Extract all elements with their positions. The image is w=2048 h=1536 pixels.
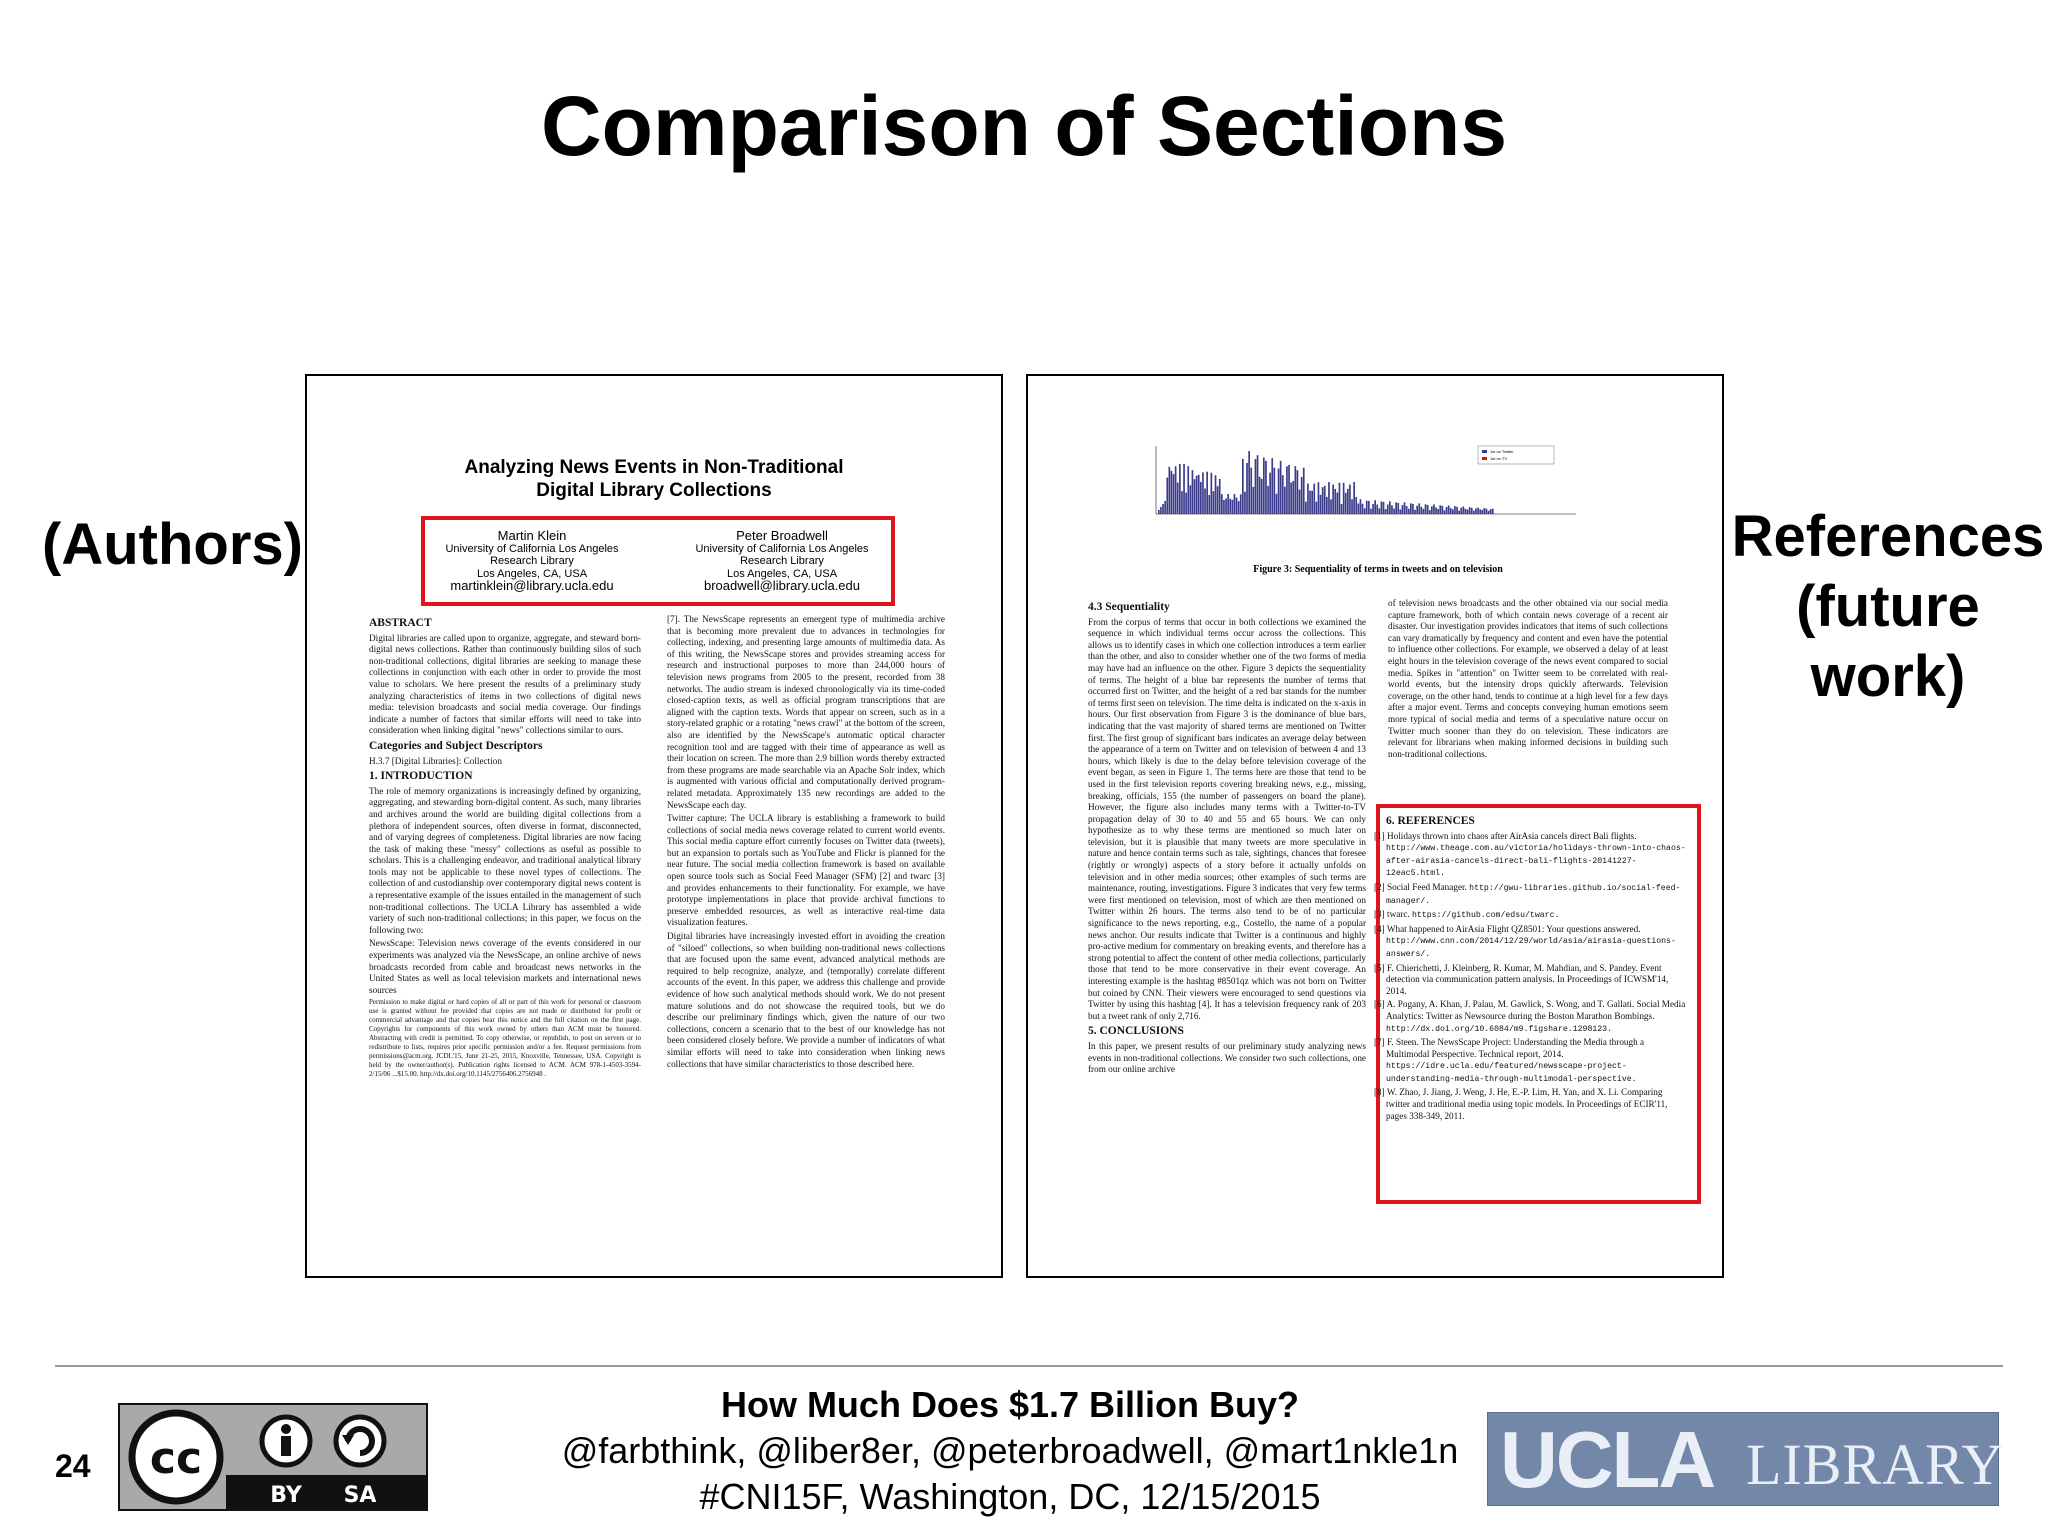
reference-number: [5] [1374, 962, 1388, 973]
legend-twitter: 1st on Twitter [1490, 449, 1514, 454]
chart-bar [1427, 505, 1429, 514]
paper-title-line-2: Digital Library Collections [536, 480, 772, 501]
author-department: Research Library [740, 555, 824, 567]
chart-bar [1429, 510, 1431, 514]
cc-by-label: BY [270, 1483, 302, 1508]
chart-bar [1490, 509, 1492, 514]
footer-handles: @farbthink, @liber8er, @peterbroadwell, @mart1nkle1n [561, 1430, 1459, 1471]
chart-bar [1253, 487, 1255, 514]
chart-bar [1341, 504, 1343, 514]
chart-bar [1358, 503, 1360, 514]
chart-bar [1265, 461, 1267, 514]
chart-bar [1355, 497, 1357, 514]
library-logo-word: LIBRARY [1746, 1432, 2005, 1497]
chart-bar [1288, 465, 1290, 514]
chart-bar [1410, 503, 1412, 514]
chart-bar [1421, 507, 1423, 514]
chart-bar [1234, 494, 1236, 514]
chart-bar [1198, 475, 1200, 514]
chart-bar [1194, 479, 1196, 514]
chart-bar [1238, 501, 1240, 514]
chart-bars [1158, 451, 1494, 514]
chart-bar [1274, 468, 1276, 514]
chart-bar [1166, 478, 1168, 514]
categories-text: H.3.7 [Digital Libraries]: Collection [369, 755, 502, 766]
permission-text: Permission to make digital or hard copies of all or part of this work for personal or classroom use is granted without fee provided that copies are not made or distributed for profit or commercial advantage and that copies bear this notice and the full citation on the first page. Copyrights for components of this work owned by others than ACM must be honored. Abstracting with credit is permitted. To copy otherwise, or republish, to post on servers or to redistribute to lists, requires prior specific permission and/or a fee. Request permissions from permissions@acm.org. JCDL'15, June 21-25, 2015, Knoxville, Tennessee, USA. Copyright is held by the owner/author(s). Publication rights licensed to ACM. ACM 978-1-4503-3594-2/15/06 ...$15.00. http://dx.doi.org/10.1145/2756406.2756948 . [369, 998, 641, 1079]
chart-bar [1183, 464, 1185, 514]
chart-bar [1364, 508, 1366, 514]
chart-bar [1465, 509, 1467, 514]
chart-bar [1349, 485, 1351, 514]
chart-bar [1435, 507, 1437, 514]
paper-title-line-1: Analyzing News Events in Non-Traditional [464, 457, 844, 478]
chart-bar [1395, 502, 1397, 514]
author-block-broadwell [677, 530, 887, 593]
chart-bar [1311, 491, 1313, 514]
reference-item [1374, 1037, 1686, 1085]
cc-sa-label: SA [343, 1483, 377, 1508]
reference-item [1374, 1087, 1686, 1122]
chart-bar [1376, 505, 1378, 514]
chart-bar [1475, 508, 1477, 514]
chart-bar [1492, 509, 1494, 514]
conclusions-text: In this paper, we present results of our preliminary study analyzing news events in non-traditional collections. We consider two such collections, one from our online archive [1088, 1040, 1366, 1075]
twitter-capture-text: Twitter capture: The UCLA library is establishing a framework to build collections of social media news coverage related to current world events. This social media capture effort currently focuses on Twitter data (tweets), but an expansion to portals such as YouTube and Flickr is planned for the near future. The social media collection framework is based on available open source tools such as Social Feed Manager (SFM) [2] and twarc [3] and provides enhancements to their functionality. For example, we have prototype implementations in place that provide archival functions to preserve embedded resources, as well as interactive real-time data visualization features. [667, 813, 945, 928]
chart-bar [1223, 500, 1225, 514]
chart-bar [1471, 508, 1473, 514]
footer-event: #CNI15F, Washington, DC, 12/15/2015 [699, 1476, 1321, 1517]
chart-bar [1391, 505, 1393, 514]
figure-caption: Figure 3: Sequentiality of terms in tweets and on television [1253, 564, 1503, 575]
sequentiality-text: From the corpus of terms that occur in both collections we examined the sequence in which individual terms occur across the collections. This allows us to identify cases in which one collection introduces a term earlier than the other, and also to consider whether one of the two forms of media may have had an influence on the other. Figure 3 depicts the sequentiality of terms. The height of a blue bar represents the number of terms that occurred first on Twitter, and the height of a red bar stands for the number of terms first seen on television. The time delta is indicated on the x-axis in hours. Our first observation from Figure 3 is the dominance of blue bars, indicating that the vast majority of shared terms are mentioned on Twitter first. The first group of significant bars indicates an average delay between the appearance of a term on Twitter and on television of between 4 and 13 hours, which likely is due to the delay before television coverage of the event began, as seen in Figure 1. The terms here are those that tend to be used in the first television reports covering breaking news, e.g., missing, breaking, officials, 155 (the number of passengers on board the plane). However, the figure also includes many terms with a Twitter-to-TV propagation delay of 30 to 40 and 55 and 65 hours. We can only hypothesize as to why these terms are mentioned so much later on television, but it is plausible that many tweets are more speculative in nature and hence contain terms such as tale, sightings, chances that foresee (rightly or wrongly) aspects of a story before it actually unfolds on television and in other media sources; other examples of such terms are maintenance, routing, investigations. Figure 3 indicates that very few terms were first mentioned on television, most of which are then mentioned on Twitter within 26 hours. The terms also tend to be of no particular significance to the news reporting, e.g., Costello, the name of a popular news anchor. Our results indicate that Twitter is a continuous and highly pro-active medium for commentary on breaking events, and therefore has a strong potential to affect the content of other media collections, particularly those that tend to be more conservative in their event coverage. An interesting example is the hashtag #8501qz which was not born on Twitter but coined by CNN. Their viewers were encouraged to send questions via Twitter by using this hashtag [4]. It has a television frequency rank of 203 but a tweet rank of only 2,716. [1088, 616, 1366, 1021]
chart-bar [1213, 491, 1215, 514]
chart-bar [1173, 474, 1175, 514]
chart-bar [1416, 506, 1418, 514]
chart-bar [1299, 490, 1301, 514]
chart-bar [1169, 467, 1171, 514]
chart-bar [1313, 484, 1315, 514]
paper2-left-column [1088, 598, 1366, 1248]
chart-bar [1456, 507, 1458, 514]
references-list [1374, 812, 1686, 1198]
creative-commons-badge [118, 1403, 428, 1511]
chart-bar [1320, 495, 1322, 514]
chart-bar [1175, 466, 1177, 514]
chart-bar [1162, 504, 1164, 514]
chart-bar [1328, 482, 1330, 514]
chart-bar [1406, 506, 1408, 514]
chart-bar [1370, 509, 1372, 514]
chart-bar [1290, 483, 1292, 514]
chart-bar [1185, 493, 1187, 514]
ucla-logo-word: UCLA [1500, 1415, 1715, 1504]
chart-bar [1368, 501, 1370, 514]
reference-item [1374, 881, 1686, 907]
chart-bar [1431, 506, 1433, 514]
chart-bar [1171, 471, 1173, 514]
chart-bar [1286, 466, 1288, 514]
chart-bar [1229, 499, 1231, 514]
references-label-line-1: References [1731, 504, 2045, 569]
chart-bar [1204, 489, 1206, 514]
paper2-right-column [1388, 598, 1668, 798]
chart-bar [1345, 493, 1347, 514]
reference-item [1374, 923, 1686, 961]
legend-tv: 1st on TV [1490, 456, 1508, 461]
chart-bar [1442, 506, 1444, 514]
paper-page-first [305, 374, 1003, 1278]
paper-title [307, 456, 1001, 502]
chart-bar [1179, 464, 1181, 514]
reference-text: twarc. [1387, 909, 1413, 920]
reference-text: W. Zhao, J. Jiang, J. Weng, J. He, E.-P. Lim, H. Yan, and X. Li. Comparing twitter and traditional media using topic models. In Proceedings of ECIR'11, pages 338-349, 2011. [1386, 1087, 1668, 1121]
chart-bar [1334, 489, 1336, 514]
chart-bar [1248, 451, 1250, 514]
author-affiliation: University of California Los Angeles [695, 542, 869, 555]
chart-bar [1259, 477, 1261, 514]
chart-bar [1307, 484, 1309, 514]
author-block-klein [427, 530, 637, 593]
chart-bar [1187, 466, 1189, 514]
chart-bar [1339, 483, 1341, 514]
chart-bar [1387, 505, 1389, 514]
chart-bar [1255, 459, 1257, 514]
chart-bar [1261, 479, 1263, 514]
chart-bar [1309, 491, 1311, 514]
chart-bar [1202, 472, 1204, 514]
references-label-line-3: work) [1810, 644, 1966, 709]
share-alike-icon [336, 1417, 384, 1465]
chart-bar [1215, 475, 1217, 514]
reference-number: [7] [1374, 1037, 1388, 1048]
chart-bar [1192, 470, 1194, 514]
reference-item [1374, 999, 1686, 1035]
footer-talk-title: How Much Does $1.7 Billion Buy? [720, 1384, 1300, 1425]
chart-bar [1460, 508, 1462, 514]
chart-bar [1269, 473, 1271, 514]
chart-bar [1347, 489, 1349, 514]
digital-libraries-text: Digital libraries have increasingly invested effort in avoiding the creation of "siloed" collections, so when building non-traditional news collections that are focused upon the same event, advanced analytical methods are required to help recognize, analyze, and (temporally) correlate different accounts of the event. In this paper, we address this challenge and provide evidence of how such analytical methods should work. We do not present mature solutions and do not showcase the required tools, but we do describe our preliminary findings which, given the nature of our two collections, concern a scenario that to the best of our knowledge has not been considered closely before. We provide a number of indicators of what similar efforts will need to take into consideration when linking news collections that have similar characteristics to those described here. [667, 931, 945, 1069]
categories-heading: Categories and Subject Descriptors [369, 739, 543, 752]
chart-bar [1439, 505, 1441, 514]
chart-bar [1164, 501, 1166, 514]
reference-text: Holidays thrown into chaos after AirAsia cancels direct Bali flights. [1387, 830, 1637, 841]
paper-left-column [369, 614, 641, 1214]
reference-url[interactable]: https://idre.ucla.edu/featured/newsscape-project-understanding-media-through-multimodal-perspective. [1386, 1062, 1637, 1084]
abstract-heading: ABSTRACT [369, 617, 432, 629]
chart-bar [1488, 511, 1490, 514]
legend-swatch-twitter [1482, 450, 1487, 453]
abstract-text: Digital libraries are called upon to organize, aggregate, and steward born-digital news collections. Rather than continuously building silos of such non-traditional collections, digital libraries are seeking to manage these collections in conjunction with each other in order to provide the most value to scholars. We here present the results of a preliminary study analyzing characteristics of items in two collections of digital news media: television broadcasts and social media coverage. Our findings indicate a number of factors that similar efforts will need to take into consideration when linking digital "news" collections similar to ours. [369, 632, 641, 736]
chart-bar [1400, 509, 1402, 514]
chart-bar [1414, 510, 1416, 514]
reference-url[interactable]: http://dx.doi.org/10.6084/m9.figshare.1298123. [1386, 1024, 1613, 1034]
introduction-heading: 1. INTRODUCTION [369, 770, 473, 783]
chart-bar [1221, 494, 1223, 514]
chart-bar [1305, 502, 1307, 514]
chart-bar [1452, 509, 1454, 514]
chart-bar [1381, 502, 1383, 514]
chart-bar [1177, 483, 1179, 514]
introduction-text: The role of memory organizations is increasingly defined by organizing, aggregating, and stewarding born-digital content. As such, many libraries and archives around the world are building digital collections from a plethora of independent sources, often diverse in format, disconnected, and of varying degrees of completeness. Digital libraries are now facing the task of making these "messy" collections as useful as possible to scholars. This is a challenging endeavor, and traditional analytical library tools may not be applicable to these novel types of collections. The collection of and custodianship over contemporary digital news content is a representative example of the issues entailed in the management of such non-traditional collections. The UCLA Library has assembled a wide variety of such non-traditional collections; in this paper, we focus on the following two: [369, 785, 641, 935]
chart-bar [1242, 459, 1244, 514]
chart-bar [1200, 482, 1202, 514]
chart-bar [1271, 458, 1273, 514]
author-city: Los Angeles, CA, USA [476, 567, 588, 580]
chart-bar [1330, 499, 1332, 514]
chart-bar [1486, 509, 1488, 514]
chart-bar [1362, 504, 1364, 514]
chart-bar [1295, 466, 1297, 514]
chart-bar [1448, 505, 1450, 514]
chart-bar [1332, 485, 1334, 514]
slide-title: Comparison of Sections [540, 79, 1508, 173]
cc-by-sa-logo [120, 1405, 426, 1509]
chart-bar [1280, 461, 1282, 514]
ucla-library-logo [1487, 1412, 2005, 1506]
chart-bar [1267, 486, 1269, 514]
newsscape-text: NewsScape: Television news coverage of the events considered in our experiments was analyzed via the NewsScape, an online archive of news broadcasts recorded from cable and broadcast news networks in the United States as well as local television markets and international news sources [369, 938, 641, 995]
chart-bar [1282, 475, 1284, 514]
chart-bar [1467, 510, 1469, 514]
reference-text: What happened to AirAsia Flight QZ8501: Your questions answered. [1386, 923, 1641, 934]
chart-bar [1326, 497, 1328, 514]
chart-bar [1379, 508, 1381, 514]
chart-bar [1158, 510, 1160, 514]
chart-bar [1469, 507, 1471, 514]
reference-url[interactable]: http://gwu-libraries.github.io/social-feed-manager/. [1386, 883, 1681, 906]
chart-bar [1225, 498, 1227, 514]
reference-item [1374, 830, 1686, 880]
chart-bar [1297, 470, 1299, 514]
chart-bar [1463, 507, 1465, 514]
author-city: Los Angeles, CA, USA [726, 567, 838, 580]
reference-number: [6] [1374, 999, 1387, 1010]
sequentiality-bar-chart [1148, 444, 1578, 524]
chart-bar [1337, 493, 1339, 514]
references-label-line-2: (future [1796, 574, 1980, 639]
chart-bar [1372, 504, 1374, 514]
reference-url[interactable]: http://www.cnn.com/2014/12/29/world/asia/airasia-questions-answers/. [1386, 937, 1676, 959]
chart-bar [1484, 508, 1486, 514]
chart-bar [1240, 494, 1242, 514]
references-label [1728, 502, 2048, 712]
chart-bar [1433, 504, 1435, 514]
chart-bar [1481, 510, 1483, 514]
chart-bar [1393, 508, 1395, 514]
chart-bar [1181, 491, 1183, 514]
chart-bar [1383, 502, 1385, 514]
chart-bar [1353, 482, 1355, 514]
newsscape-continued-text: [7]. The NewsScape represents an emergent type of multimedia archive that is becoming more prevalent due to advances in technologies for collecting, indexing, and presenting large amounts of multimedia data. As of this writing, the NewsScape stores and provides streaming access for research and instructional purposes to more than 244,000 hours of television news programs from 2005 to the present, recorded from 38 networks. The audio stream is indexed chronologically via its time-coded closed-caption texts, as well as official program transcriptions that are aligned with the caption texts. Words that appear on screen, such as in a story-related graphic or a rotating "news crawl" at the bottom of the screen, also are identified by the NewsScape's automatic optical character recognition tool and are tagged with their time of appearance as well as their location on screen. The more than 2.9 billion words thereby extracted from these programs are made searchable via an Apache Solr index, which is augmented with various official and computationally derived program-related metadata. Approximately 135 new recordings are added to the NewsScape each day. [667, 614, 945, 810]
author-email: martinklein@library.ucla.edu [450, 578, 614, 593]
author-department: Research Library [490, 555, 574, 567]
chart-bar [1446, 507, 1448, 514]
chart-bar [1389, 501, 1391, 514]
chart-bar [1450, 508, 1452, 514]
chart-bar [1408, 509, 1410, 514]
conclusions-continued-text: of television news broadcasts and the other obtained via our social media capture framework, both of which contain news coverage of a recent air disaster. Our investigation provides indicators that items of such collections can vary dramatically by frequency and content and even have the potential to influence other collections. For example, we observed a delay of at least eight hours in the television coverage of the news event compared to social media. Spikes in "attention" on Twitter seem to be correlated with real-world events, but the intensity drops quickly afterwards. Television coverage, on the other hand, tends to continue at a high level for a few days after a major event. Terms and concepts conveying human emotions seem more typical of social media and terms of a speculative nature occur on Twitter much sooner than they do on television. These indicators are relevant for librarians when making informed decisions in building such non-traditional collections. [1388, 598, 1668, 759]
sequentiality-heading: 4.3 Sequentiality [1088, 601, 1170, 613]
chart-bar [1360, 499, 1362, 514]
chart-bar [1351, 499, 1353, 514]
chart-bar [1227, 494, 1229, 514]
conclusions-heading: 5. CONCLUSIONS [1088, 1025, 1184, 1038]
reference-number: [4] [1374, 923, 1387, 934]
footer-divider [55, 1365, 2003, 1367]
chart-bar [1322, 487, 1324, 514]
reference-number: [1] [1374, 830, 1388, 841]
chart-bar [1236, 498, 1238, 514]
references-items [1374, 830, 1686, 1123]
chart-bar [1366, 501, 1368, 514]
chart-bar [1404, 502, 1406, 514]
references-heading: 6. REFERENCES [1386, 815, 1475, 827]
chart-bar [1196, 476, 1198, 514]
chart-bar [1477, 508, 1479, 514]
chart-bar [1292, 481, 1294, 514]
chart-bar [1479, 509, 1481, 514]
chart-bar [1208, 495, 1210, 514]
chart-bar [1423, 509, 1425, 514]
chart-bar [1444, 510, 1446, 514]
chart-bar [1244, 492, 1246, 514]
author-name: Martin Klein [497, 528, 567, 543]
reference-text: A. Pogany, A. Khan, J. Palau, M. Gawlick, S. Wong, and T. Gallati. Social Media Analytics: Twitter as Newsource during the Boston Marathon Bombings. [1386, 999, 1686, 1021]
chart-bar [1343, 483, 1345, 514]
chart-bar [1211, 473, 1213, 514]
chart-bar [1473, 511, 1475, 514]
paper-right-column [667, 614, 945, 1214]
chart-bar [1412, 504, 1414, 514]
reference-text: Social Feed Manager. [1387, 881, 1470, 892]
chart-bar [1246, 463, 1248, 514]
chart-bar [1232, 500, 1234, 514]
reference-number: [8] [1374, 1087, 1387, 1098]
chart-bar [1278, 468, 1280, 514]
chart-bar [1263, 458, 1265, 514]
chart-bar [1402, 505, 1404, 514]
chart-bar [1437, 509, 1439, 514]
chart-bar [1418, 503, 1420, 514]
reference-url[interactable]: http://www.theage.com.au/victoria/holidays-thrown-into-chaos-after-airasia-cancels-direct-bali-flights-20141227-12eac5.html. [1386, 844, 1686, 879]
reference-number: [3] [1374, 909, 1388, 920]
slide-number: 24 [55, 1448, 91, 1484]
chart-bar [1284, 487, 1286, 514]
chart-bar [1190, 485, 1192, 514]
chart-bar [1324, 486, 1326, 514]
author-affiliation: University of California Los Angeles [445, 542, 619, 555]
chart-bar [1160, 507, 1162, 514]
paper-page-last [1026, 374, 1724, 1278]
reference-url[interactable]: https://github.com/edsu/twarc. [1412, 911, 1560, 921]
reference-number: [2] [1374, 881, 1388, 892]
chart-bar [1425, 504, 1427, 514]
chart-bar [1257, 455, 1259, 514]
reference-item [1374, 962, 1686, 998]
reference-item [1374, 909, 1686, 922]
reference-text: F. Steen. The NewsScape Project: Understanding the Media through a Multimodal Perspective. Technical report, 2014. [1386, 1037, 1645, 1059]
chart-bar [1206, 472, 1208, 514]
chart-bar [1217, 486, 1219, 514]
chart-bar [1458, 510, 1460, 514]
chart-bar [1276, 494, 1278, 514]
chart-bar [1219, 479, 1221, 514]
chart-bar [1316, 502, 1318, 514]
chart-bar [1250, 468, 1252, 514]
chart-bar [1303, 468, 1305, 514]
chart-bar [1318, 482, 1320, 514]
legend-swatch-tv [1482, 457, 1487, 460]
author-email: broadwell@library.ucla.edu [703, 578, 861, 593]
chart-bar [1454, 506, 1456, 514]
reference-text: F. Chierichetti, J. Kleinberg, R. Kumar, M. Mahdian, and S. Pandey. Event detection via communication pattern analysis. In Proceedings of ICWSM'14, 2014. [1386, 962, 1669, 996]
chart-bar [1385, 509, 1387, 514]
chart-bar [1301, 477, 1303, 514]
authors-label: (Authors) [42, 512, 303, 577]
chart-bar [1374, 500, 1376, 514]
cc-letters: cc [149, 1433, 203, 1484]
author-name: Peter Broadwell [736, 528, 828, 543]
chart-bar [1397, 503, 1399, 514]
